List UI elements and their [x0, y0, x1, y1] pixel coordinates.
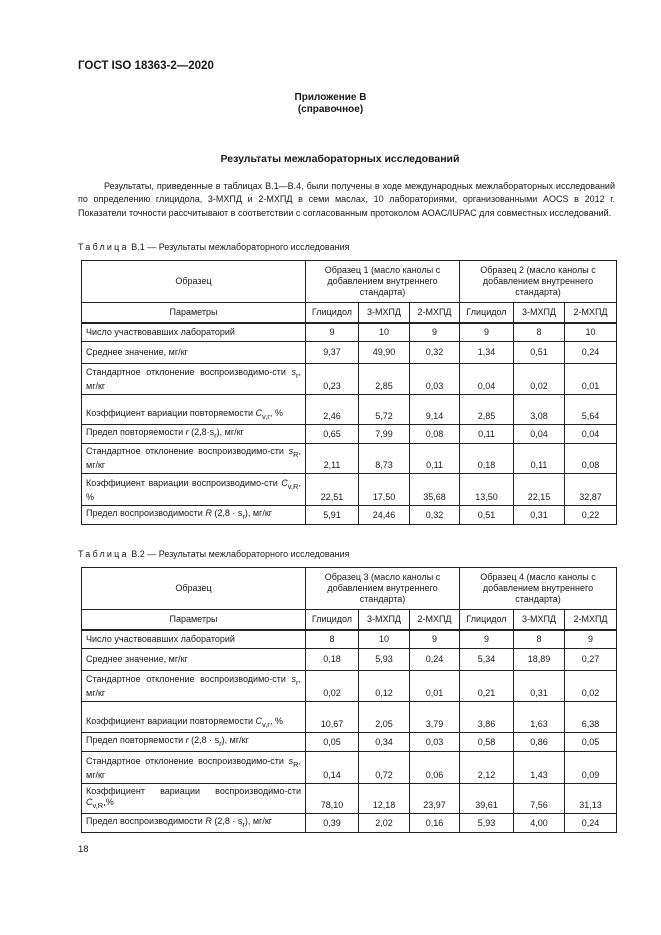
value-cell: 1,34: [460, 342, 514, 364]
table-row: [82, 784, 617, 814]
value-cell: 0,65: [306, 425, 359, 444]
value-cell: 3,79: [410, 702, 460, 733]
table-row: [82, 444, 617, 474]
value-cell: 78,10: [306, 784, 359, 814]
table-row: [82, 671, 617, 702]
value-cell: 0,11: [460, 425, 514, 444]
value-cell: 18,89: [514, 649, 565, 671]
value-cell: 0,01: [565, 364, 617, 395]
value-cell: 3,86: [460, 702, 514, 733]
value-cell: 9: [410, 630, 460, 649]
value-cell: 0,02: [306, 671, 359, 702]
column-header: 3-МХПД: [359, 610, 410, 630]
page-number: 18: [78, 844, 89, 855]
value-cell: 0,04: [460, 364, 514, 395]
value-cell: 0,04: [565, 425, 617, 444]
value-cell: 4,00: [514, 814, 565, 833]
column-header: 2-МХПД: [565, 610, 617, 630]
sample-group-header: Образец 2 (масло канолы с добавлением внутреннего стандарта): [460, 261, 617, 303]
value-cell: 2,46: [306, 395, 359, 425]
value-cell: 0,03: [410, 364, 460, 395]
value-cell: 0,06: [410, 752, 460, 784]
value-cell: 0,03: [410, 733, 460, 752]
value-cell: 1,43: [514, 752, 565, 784]
value-cell: 2,05: [359, 702, 410, 733]
value-cell: 0,11: [514, 444, 565, 474]
column-header: Глицидол: [460, 303, 514, 323]
results-table-b2: [81, 567, 617, 833]
value-cell: 9,14: [410, 395, 460, 425]
column-header: Глицидол: [306, 303, 359, 323]
param-label: Среднее значение, мг/кг: [82, 649, 306, 671]
value-cell: 10: [359, 630, 410, 649]
value-cell: 2,02: [359, 814, 410, 833]
table-row: [82, 425, 617, 444]
value-cell: 0,12: [359, 671, 410, 702]
document-header: ГОСТ ISO 18363-2—2020: [78, 60, 214, 72]
annex-subtitle: (справочное): [297, 104, 364, 115]
param-label: Число участвовавших лабораторий: [82, 630, 306, 649]
table-row: [82, 474, 617, 506]
value-cell: 39,61: [460, 784, 514, 814]
value-cell: 8: [514, 630, 565, 649]
value-cell: 5,93: [460, 814, 514, 833]
value-cell: 0,05: [306, 733, 359, 752]
intro-paragraph: Результаты, приведенные в таблицах В.1—В.4, были получены в ходе международных межлабораторных исследований по определению глицидола, 3-МХПД и 2-МХПД в семи маслах, 10 лабораториями, организованными AOCS в 2012 г. Показатели точности рассчитывают в соответствии с согласованным протоколом AOAC/IUPAC для совместных исследований.: [78, 181, 615, 218]
value-cell: 0,16: [410, 814, 460, 833]
param-label: Коэффициент вариации воспроизводимо-сти $C_{v,R}$, %: [82, 474, 306, 506]
param-label: Стандартное отклонение воспроизводимо-сти $s_r$, мг/кг: [82, 671, 306, 702]
params-header: Параметры: [82, 610, 306, 630]
params-header: Параметры: [82, 303, 306, 323]
value-cell: 0,32: [410, 342, 460, 364]
column-header: 3-МХПД: [359, 303, 410, 323]
value-cell: 0,01: [410, 671, 460, 702]
value-cell: 9: [565, 630, 617, 649]
table-caption: [78, 242, 349, 252]
param-label: Коэффициент вариации повторяемости $C_{v,r}$, %: [82, 395, 306, 425]
value-cell: 10: [359, 323, 410, 342]
value-cell: 7,99: [359, 425, 410, 444]
value-cell: 31,13: [565, 784, 617, 814]
param-label: Среднее значение, мг/кг: [82, 342, 306, 364]
table-row: [82, 395, 617, 425]
value-cell: 0,02: [514, 364, 565, 395]
value-cell: 10: [565, 323, 617, 342]
value-cell: 7,56: [514, 784, 565, 814]
value-cell: 2,85: [359, 364, 410, 395]
value-cell: 5,64: [565, 395, 617, 425]
value-cell: 0,51: [460, 506, 514, 525]
sample-group-header: Образец 3 (масло канолы с добавлением внутреннего стандарта): [306, 568, 460, 610]
value-cell: 13,50: [460, 474, 514, 506]
value-cell: 2,11: [306, 444, 359, 474]
value-cell: 0,09: [565, 752, 617, 784]
value-cell: 0,18: [460, 444, 514, 474]
value-cell: 0,86: [514, 733, 565, 752]
param-label: Предел воспроизводимости R $(2,8 \cdot s_r)$, мг/кг: [82, 814, 306, 833]
sample-group-header: Образец 1 (масло канолы с добавлением внутреннего стандарта): [306, 261, 460, 303]
column-header: 3-МХПД: [514, 610, 565, 630]
value-cell: 9: [460, 323, 514, 342]
sample-header: Образец: [82, 261, 306, 303]
param-label: Число участвовавших лабораторий: [82, 323, 306, 342]
value-cell: 0,24: [565, 342, 617, 364]
value-cell: 0,18: [306, 649, 359, 671]
value-cell: 0,31: [514, 506, 565, 525]
value-cell: 1,63: [514, 702, 565, 733]
value-cell: 5,91: [306, 506, 359, 525]
param-label: Предел воспроизводимости R $(2,8 \cdot s_r)$, мг/кг: [82, 506, 306, 525]
value-cell: 0,05: [565, 733, 617, 752]
value-cell: 22,15: [514, 474, 565, 506]
value-cell: 17,50: [359, 474, 410, 506]
value-cell: 2,12: [460, 752, 514, 784]
table-row: [82, 630, 617, 649]
column-header: 2-МХПД: [410, 303, 460, 323]
table-row: [82, 364, 617, 395]
value-cell: 0,02: [565, 671, 617, 702]
value-cell: 5,72: [359, 395, 410, 425]
value-cell: 6,38: [565, 702, 617, 733]
value-cell: 0,72: [359, 752, 410, 784]
value-cell: 24,46: [359, 506, 410, 525]
table-row: [82, 323, 617, 342]
sample-header: Образец: [82, 568, 306, 610]
param-label: Коэффициент вариации воспроизводимо-сти $C_{v,R},\%$: [82, 784, 306, 814]
value-cell: 9,37: [306, 342, 359, 364]
value-cell: 8: [514, 323, 565, 342]
value-cell: 0,23: [306, 364, 359, 395]
table-row: [82, 342, 617, 364]
section-title: Результаты межлабораторных исследований: [220, 153, 460, 165]
table-row: [82, 506, 617, 525]
value-cell: 9: [460, 630, 514, 649]
value-cell: 0,22: [565, 506, 617, 525]
value-cell: 0,58: [460, 733, 514, 752]
column-header: 2-МХПД: [565, 303, 617, 323]
value-cell: 0,34: [359, 733, 410, 752]
value-cell: 5,93: [359, 649, 410, 671]
value-cell: 0,39: [306, 814, 359, 833]
value-cell: 35,68: [410, 474, 460, 506]
value-cell: 0,32: [410, 506, 460, 525]
value-cell: 0,08: [410, 425, 460, 444]
results-table-b1: [81, 260, 617, 525]
table-row: [82, 702, 617, 733]
value-cell: 0,21: [460, 671, 514, 702]
table-caption: [78, 549, 349, 559]
value-cell: 0,08: [565, 444, 617, 474]
value-cell: 23,97: [410, 784, 460, 814]
value-cell: 49,90: [359, 342, 410, 364]
annex-title: Приложение В: [294, 92, 367, 103]
param-label: Стандартное отклонение воспроизводимо-сти $s_R$, мг/кг: [82, 444, 306, 474]
param-label: Стандартное отклонение воспроизводимо-сти $s_R$, мг/кг: [82, 752, 306, 784]
column-header: Глицидол: [460, 610, 514, 630]
column-header: Глицидол: [306, 610, 359, 630]
value-cell: 2,85: [460, 395, 514, 425]
value-cell: 0,27: [565, 649, 617, 671]
param-label: Коэффициент вариации повторяемости $C_{v,r}$, %: [82, 702, 306, 733]
table-caption-prefix: Таблица: [78, 549, 129, 559]
table-row: [82, 733, 617, 752]
value-cell: 9: [306, 323, 359, 342]
column-header: 3-МХПД: [514, 303, 565, 323]
table-row: [82, 814, 617, 833]
table-caption-text: В.1 — Результаты межлабораторного исследования: [131, 242, 350, 252]
column-header: 2-МХПД: [410, 610, 460, 630]
value-cell: 32,87: [565, 474, 617, 506]
value-cell: 0,51: [514, 342, 565, 364]
table-caption-prefix: Таблица: [78, 242, 129, 252]
value-cell: 0,24: [565, 814, 617, 833]
param-label: Предел повторяемости r $(2,8 \cdot s_r)$, мг/кг: [82, 733, 306, 752]
table-caption-text: В.2 — Результаты межлабораторного исследования: [131, 549, 350, 559]
value-cell: 22,51: [306, 474, 359, 506]
param-label: Предел повторяемости r $(2,8\cdot s_r)$, мг/кг: [82, 425, 306, 444]
value-cell: 9: [410, 323, 460, 342]
value-cell: 0,24: [410, 649, 460, 671]
value-cell: 0,11: [410, 444, 460, 474]
value-cell: 5,34: [460, 649, 514, 671]
value-cell: 8,73: [359, 444, 410, 474]
table-row: [82, 649, 617, 671]
param-label: Стандартное отклонение воспроизводимо-сти $s_r$, мг/кг: [82, 364, 306, 395]
value-cell: 0,31: [514, 671, 565, 702]
value-cell: 12,18: [359, 784, 410, 814]
sample-group-header: Образец 4 (масло канолы с добавлением внутреннего стандарта): [460, 568, 617, 610]
value-cell: 3,08: [514, 395, 565, 425]
value-cell: 0,04: [514, 425, 565, 444]
value-cell: 10,67: [306, 702, 359, 733]
table-row: [82, 752, 617, 784]
value-cell: 8: [306, 630, 359, 649]
value-cell: 0,14: [306, 752, 359, 784]
